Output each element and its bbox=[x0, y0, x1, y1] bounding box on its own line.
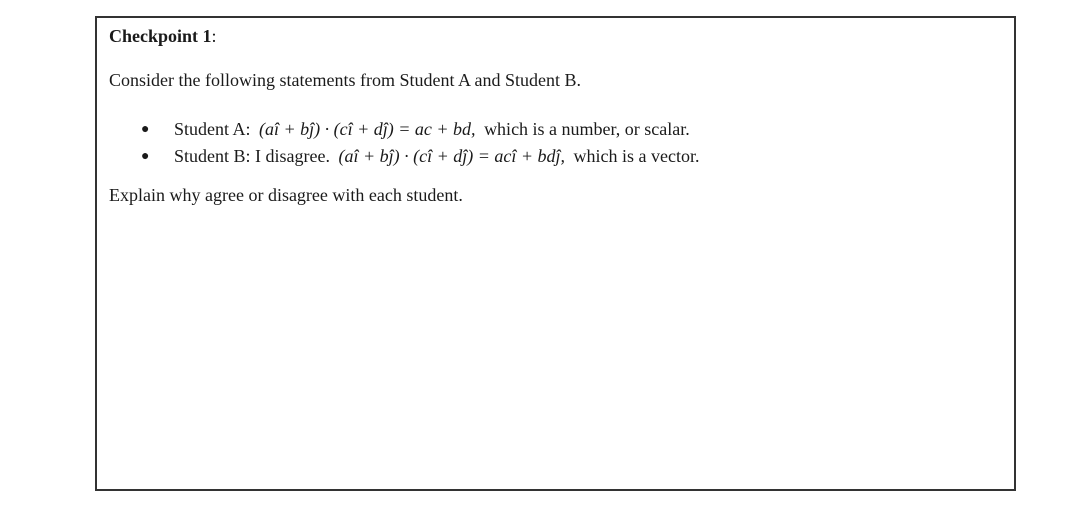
intro-text: Consider the following statements from Student A and Student B. bbox=[109, 70, 581, 90]
checkpoint-title-colon: : bbox=[211, 26, 217, 46]
checkpoint-heading bbox=[109, 26, 217, 47]
checkpoint-card bbox=[95, 16, 1016, 491]
statement-tail: which is a number, or scalar. bbox=[484, 119, 690, 139]
statement-label: Student A: bbox=[174, 119, 251, 139]
statement-text bbox=[174, 143, 700, 170]
statement-text bbox=[174, 116, 690, 143]
statement-tail: which is a vector. bbox=[573, 146, 700, 166]
statement-math: (aî + bĵ) · (cî + dĵ) = acî + bdĵ, bbox=[338, 146, 566, 166]
checkpoint-title: Checkpoint 1 bbox=[109, 26, 212, 46]
statement-lead: I disagree. bbox=[255, 146, 330, 166]
bullet-icon: ● bbox=[141, 149, 150, 164]
explain-prompt: Explain why agree or disagree with each student. bbox=[109, 185, 463, 205]
statement-math: (aî + bĵ) · (cî + dĵ) = ac + bd, bbox=[259, 119, 476, 139]
statement-label: Student B: bbox=[174, 146, 251, 166]
bullet-icon: ● bbox=[141, 122, 150, 137]
